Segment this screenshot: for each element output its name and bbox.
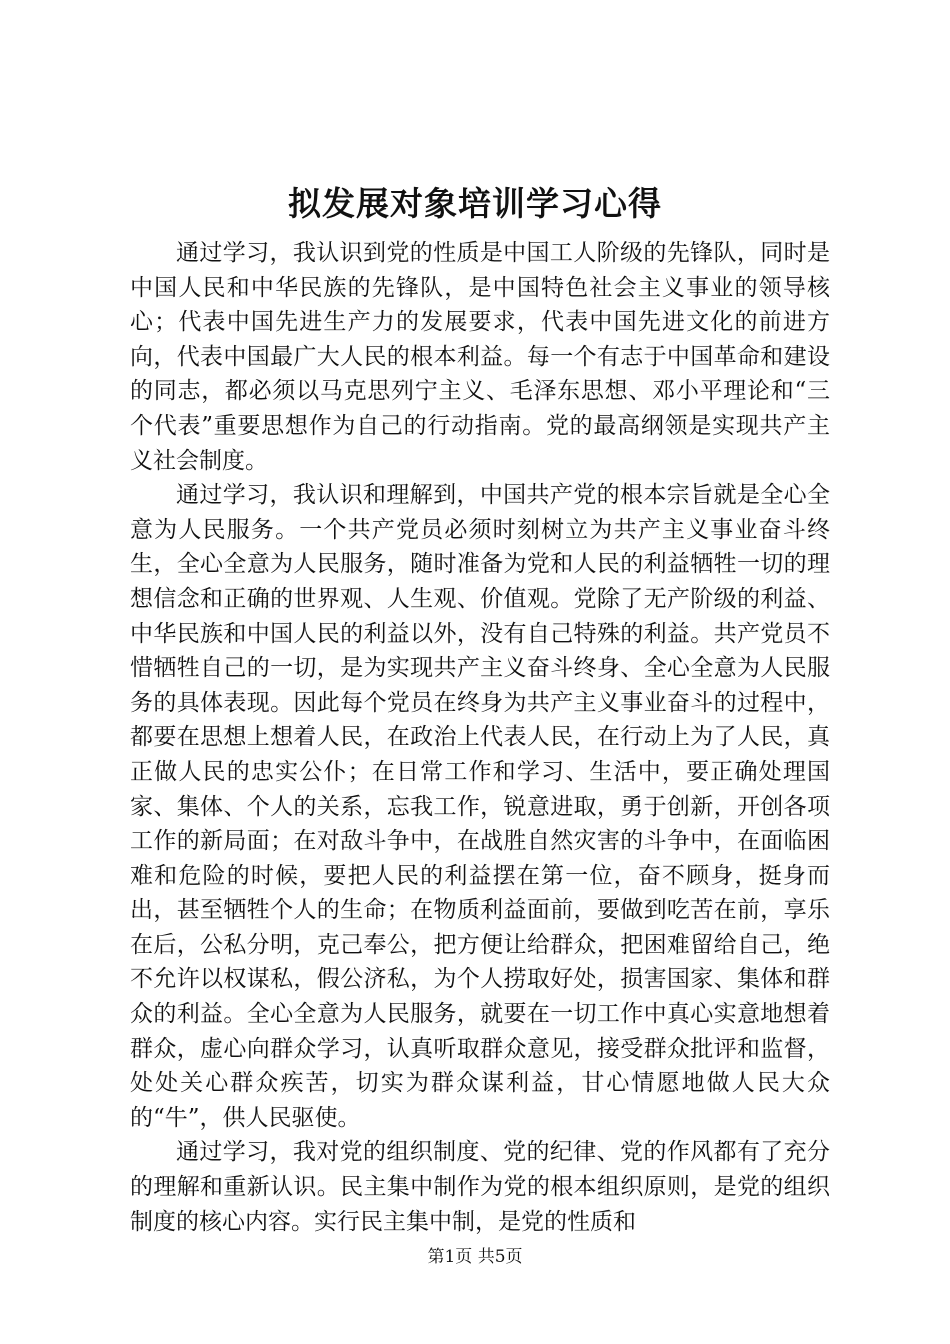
paragraph: 通过学习，我认识到党的性质是中国工人阶级的先锋队，同时是中国人民和中华民族的先锋队，是中国特色社会主义事业的领导核心；代表中国先进生产力的发展要求，代表中国先进文化的前进方向，代表中国最广大人民的根本利益。每一个有志于中国革命和建设的同志，都必须以马克思列宁主义、毛泽东思想、邓小平理论和“三个代表”重要思想作为自己的行动指南。党的最高纲领是实现共产主义社会制度。 — [130, 240, 830, 474]
document-body — [130, 236, 830, 1239]
paragraph: 通过学习，我认识和理解到，中国共产党的根本宗旨就是全心全意为人民服务。一个共产党员必须时刻树立为共产主义事业奋斗终生，全心全意为人民服务，随时准备为党和人民的利益牺牲一切的理想信念和正确的世界观、人生观、价值观。党除了无产阶级的利益、中华民族和中国人民的利益以外，没有自己特殊的利益。共产党员不惜牺牲自己的一切，是为实现共产主义奋斗终身、全心全意为人民服务的具体表现。因此每个党员在终身为共产主义事业奋斗的过程中，都要在思想上想着人民，在政治上代表人民，在行动上为了人民，真正做人民的忠实公仆；在日常工作和学习、生活中，要正确处理国家、集体、个人的关系，忘我工作，锐意进取，勇于创新，开创各项工作的新局面；在对敌斗争中，在战胜自然灾害的斗争中，在面临困难和危险的时候，要把人民的利益摆在第一位，奋不顾身，挺身而出，甚至牺牲个人的生命；在物质利益面前，要做到吃苦在前，享乐在后，公私分明，克己奉公，把方便让给群众，把困难留给自己，绝不允许以权谋私，假公济私，为个人捞取好处，损害国家、集体和群众的利益。全心全意为人民服务，就要在一切工作中真心实意地想着群众，虚心向群众学习，认真听取群众意见，接受群众批评和监督，处处关心群众疾苦，切实为群众谋利益，甘心情愿地做人民大众的“牛”，供人民驱使。 — [130, 482, 830, 1131]
document-title: 拟发展对象培训学习心得 — [288, 184, 662, 223]
paragraph: 通过学习，我对党的组织制度、党的纪律、党的作风都有了充分的理解和重新认识。民主集中制作为党的根本组织原则，是党的组织制度的核心内容。实行民主集中制，是党的性质和 — [130, 1139, 830, 1235]
page-number-footer: 第1页 共5页 — [427, 1247, 523, 1267]
